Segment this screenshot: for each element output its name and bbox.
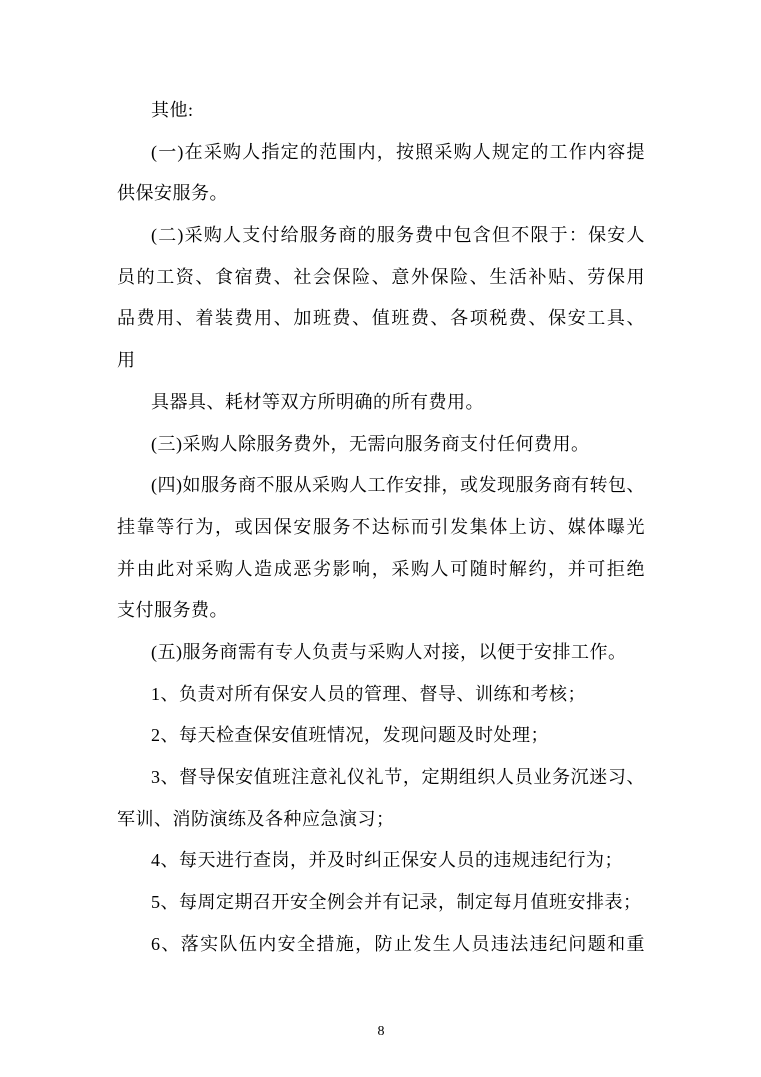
text-line: (五)服务商需有专人负责与采购人对接，以便于安排工作。 (151, 641, 627, 662)
text-line: 2、每天检查保安值班情况，发现问题及时处理； (151, 725, 549, 746)
text-block (117, 90, 645, 965)
page-number: 8 (377, 1024, 385, 1039)
text-line: 6、落实队伍内安全措施，防止发生人员违法违纪问题和重 (151, 933, 645, 954)
text-line: 品费用、着装费用、加班费、值班费、各项税费、保安工具、 (117, 308, 645, 329)
text-line: (三)采购人除服务费外，无需向服务商支付任何费用。 (151, 433, 590, 454)
text-line: 4、每天进行查岗，并及时纠正保安人员的违规违纪行为； (151, 850, 623, 871)
text-line: (二)采购人支付给服务商的服务费中包含但不限于：保安人 (151, 225, 645, 246)
text-line: (一)在采购人指定的范围内，按照采购人规定的工作内容提 (151, 141, 645, 162)
text-line: (四)如服务商不服从采购人工作安排，或发现服务商有转包、 (151, 475, 645, 496)
text-line: 5、每周定期召开安全例会并有记录，制定每月值班安排表； (151, 892, 642, 913)
text-line: 军训、消防演练及各种应急演习； (117, 808, 395, 829)
text-line: 员的工资、食宿费、社会保险、意外保险、生活补贴、劳保用 (117, 266, 645, 287)
text-line: 供保安服务。 (117, 183, 228, 204)
text-line: 1、负责对所有保安人员的管理、督导、训练和考核； (151, 683, 586, 704)
text-line: 支付服务费。 (117, 600, 228, 621)
text-line: 挂靠等行为，或因保安服务不达标而引发集体上访、媒体曝光 (117, 516, 645, 537)
text-line: 并由此对采购人造成恶劣影响，采购人可随时解约，并可拒绝 (117, 558, 645, 579)
text-line: 其他: (151, 100, 194, 120)
text-line: 3、督导保安值班注意礼仪礼节，定期组织人员业务沉迷习、 (151, 767, 645, 787)
text-line: 用 (117, 350, 136, 371)
text-line: 具器具、耗材等双方所明确的所有费用。 (151, 391, 484, 412)
